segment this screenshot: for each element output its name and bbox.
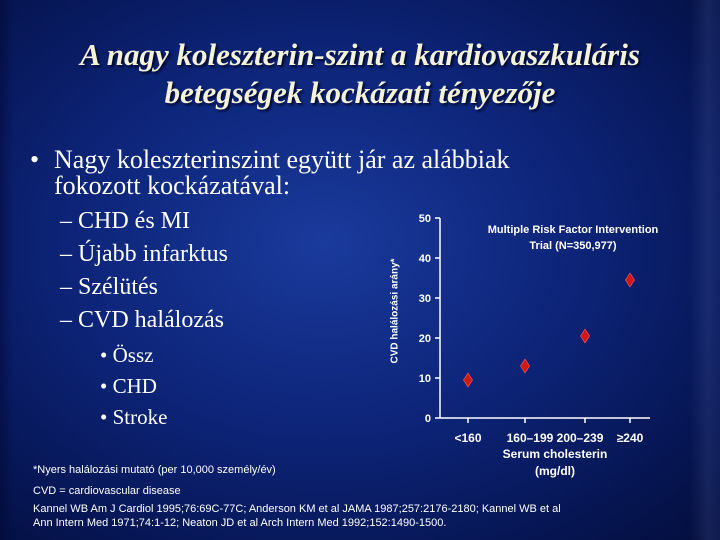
footnote-references-2: Ann Intern Med 1971;74:1-12; Neaton JD et al Arch Intern Med 1992;152:1490-1500. <box>33 517 447 529</box>
footnote-references-1: Kannel WB Am J Cardiol 1995;76:69C-77C; Anderson KM et al JAMA 1987;257:2176-2180; Kannel WB et al <box>33 503 561 515</box>
y-ticks <box>419 213 440 425</box>
main-bullet-line1: Nagy koleszterinszint együtt jár az alábbiak <box>54 145 510 174</box>
sub-item-cvd-death: – CVD halálozás <box>60 307 224 333</box>
sub-sub-item-stroke: • Stroke <box>100 405 168 429</box>
x-tick-label: 160–199 200–239 <box>506 431 604 445</box>
slide-title-line2: betegségek kockázati tényezője <box>164 75 556 110</box>
footnote-cvd-def: CVD = cardiovascular disease <box>33 485 181 497</box>
slide-title <box>20 36 700 112</box>
sub-sub-item-chd: • CHD <box>100 374 157 398</box>
chart-axes <box>440 218 650 418</box>
data-point-diamond <box>581 329 590 343</box>
x-axis-label-line1: Serum cholesterin <box>502 447 608 461</box>
x-axis-label-line2: (mg/dl) <box>535 464 575 478</box>
data-point-diamond <box>464 373 473 387</box>
x-ticks <box>454 418 643 445</box>
y-tick-label: 0 <box>424 413 431 425</box>
bullet-marker: • <box>30 145 40 174</box>
y-tick-label: 10 <box>418 373 431 385</box>
sub-item-reinfarct: – Újabb infarktus <box>60 241 228 267</box>
y-tick-label: 30 <box>418 293 431 305</box>
x-tick-label: ≥240 <box>616 431 644 445</box>
main-bullet-text <box>54 147 654 199</box>
sub-item-chd-mi: – CHD és MI <box>60 208 190 234</box>
left-shade <box>0 0 14 540</box>
sub-sub-item-total: • Össz <box>100 343 154 367</box>
y-tick-label: 50 <box>418 213 431 225</box>
footnote-mortality-def: *Nyers halálozási mutató (per 10,000 személy/év) <box>33 464 276 476</box>
data-points <box>464 273 635 387</box>
y-axis-label: CVD halálozási arány* <box>389 257 401 364</box>
y-tick-label: 40 <box>418 253 431 265</box>
sub-item-stroke: – Szélütés <box>60 274 158 300</box>
x-tick-label: <160 <box>454 431 482 445</box>
cvd-mortality-chart <box>380 200 680 450</box>
main-bullet-line2: fokozott kockázatával: <box>54 171 291 200</box>
chart-title-line1: Multiple Risk Factor Intervention <box>487 224 659 236</box>
x-axis-label <box>470 446 640 480</box>
y-tick-label: 20 <box>418 333 431 345</box>
chart-title-line2: Trial (N=350,977) <box>529 240 617 252</box>
data-point-diamond <box>521 359 530 373</box>
data-point-diamond <box>626 273 635 287</box>
slide-title-line1: A nagy koleszterin-szint a kardiovaszkuláris <box>80 37 640 72</box>
